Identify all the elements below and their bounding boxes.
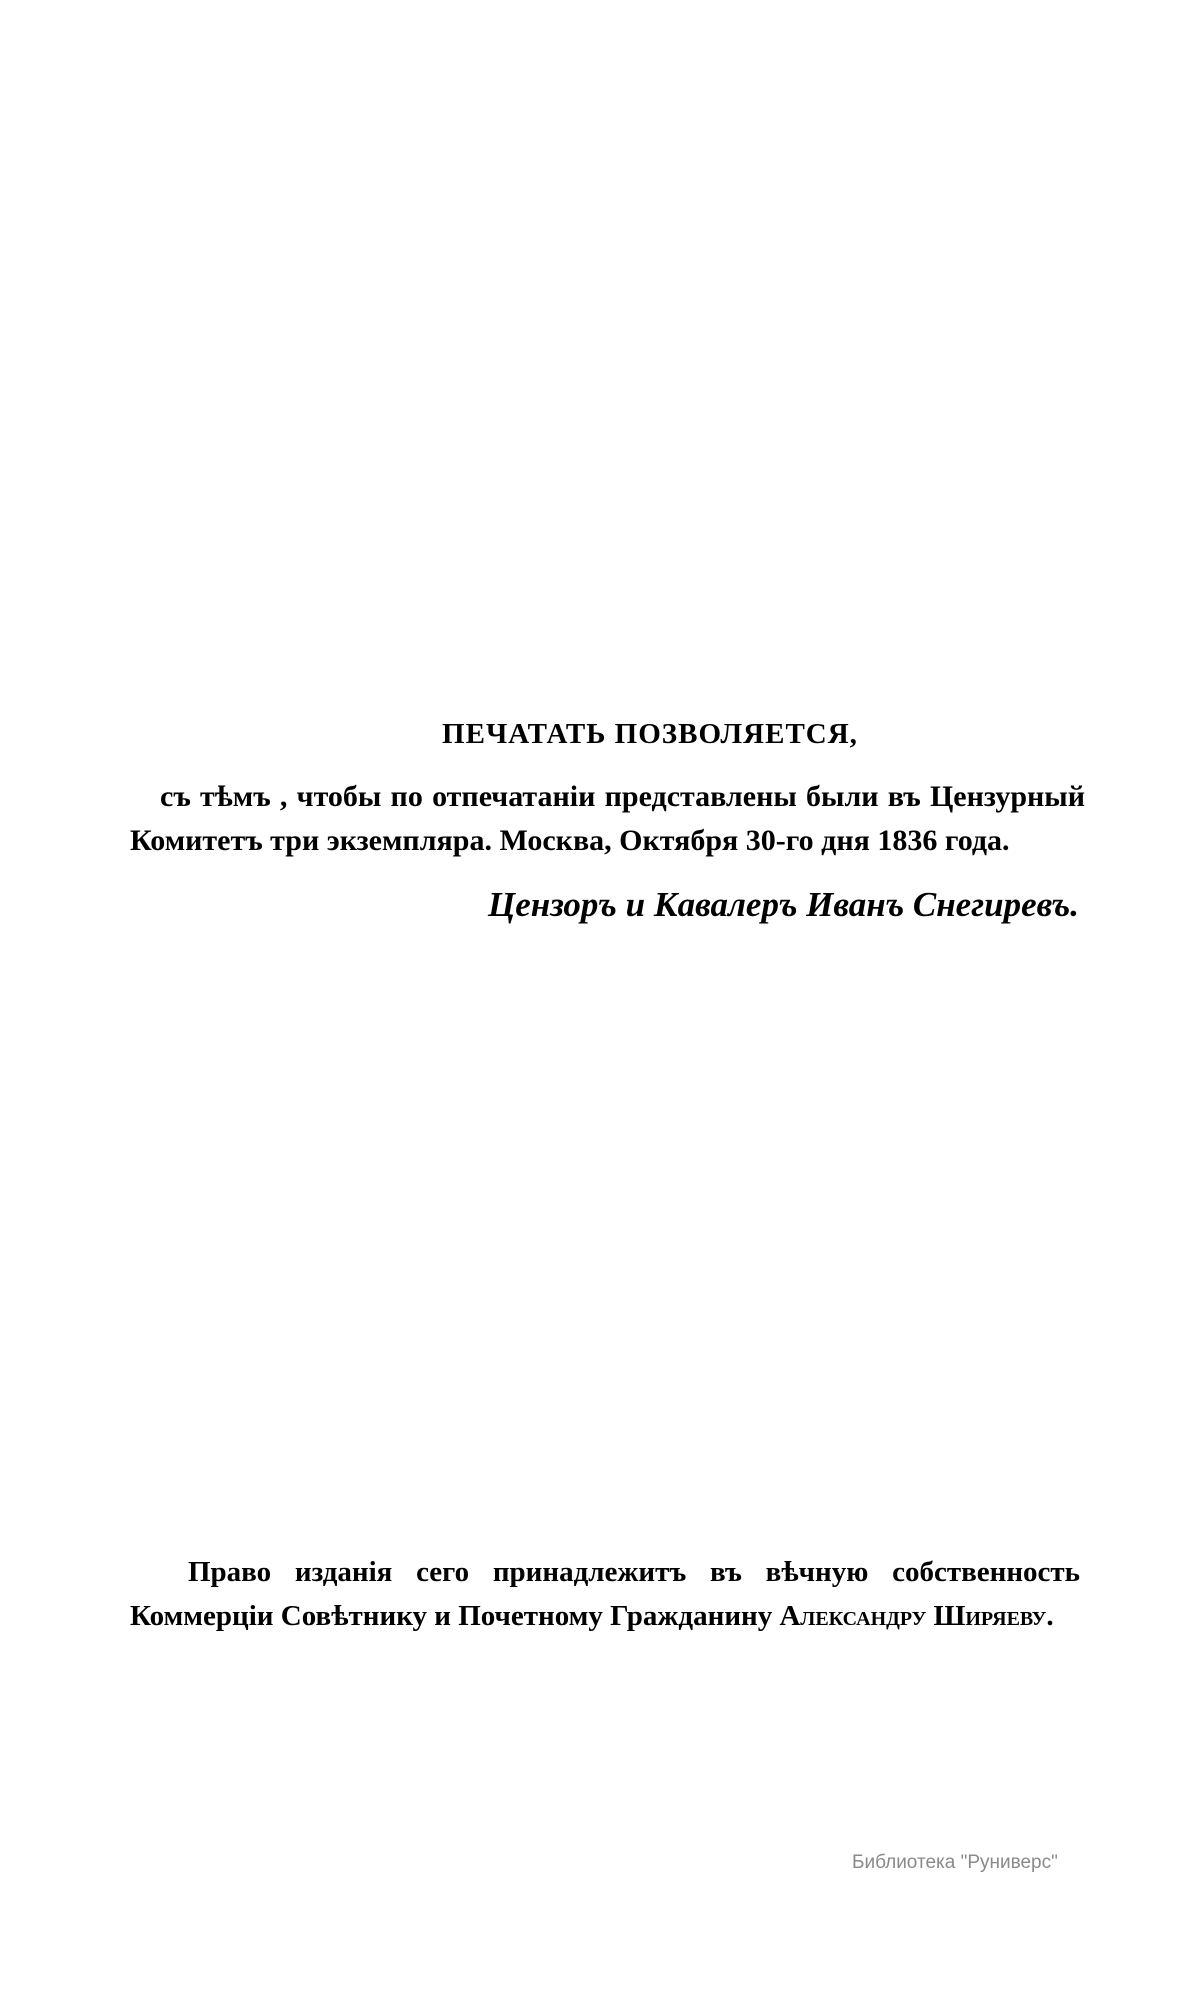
censorship-heading: ПЕЧАТАТЬ ПОЗВОЛЯЕТСЯ, xyxy=(442,718,858,750)
censorship-approval xyxy=(130,718,1085,925)
rights-text xyxy=(130,1550,1080,1638)
rights-holder-name: Александру Ширяеву. xyxy=(779,1600,1054,1632)
censor-signature: Цензоръ и Кавалеръ Иванъ Снегиревъ. xyxy=(488,885,1079,924)
publication-rights xyxy=(130,1550,1080,1638)
censorship-text: съ тѣмъ , чтобы по отпечатанiи представлены были въ Цензурный Комитетъ три экземпляра. Москва, Октября 30-го дня 1836 года. xyxy=(130,780,1085,857)
rights-statement: Право изданiя сего принадлежитъ въ вѣчную собственность Коммерцiи Совѣтнику и Почетному Гражданину xyxy=(130,1556,1080,1632)
library-watermark: Библиотека "Руниверс" xyxy=(852,1852,1058,1873)
